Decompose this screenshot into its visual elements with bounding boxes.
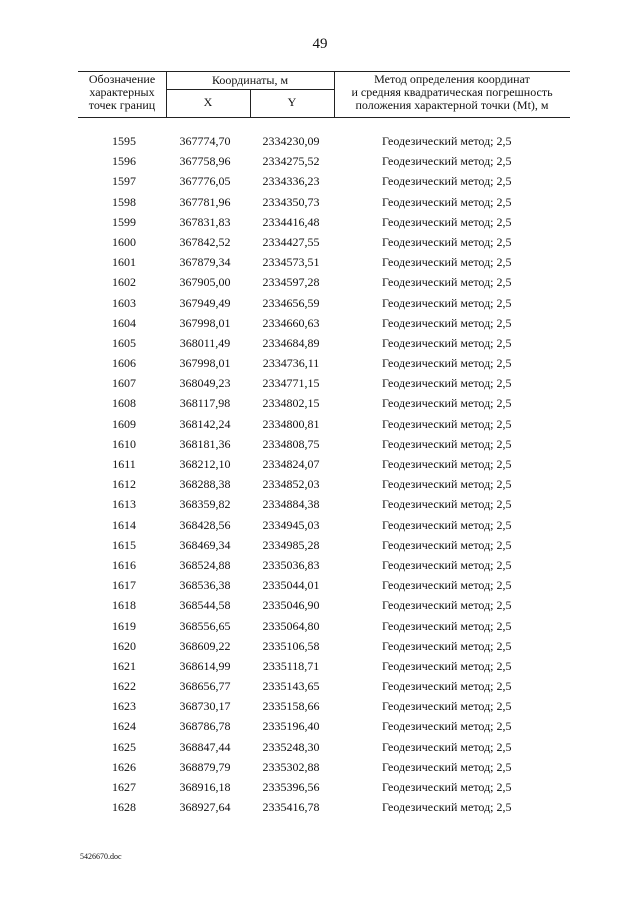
table-row (0, 232, 640, 252)
method-cell: Геодезический метод; 2,5 (382, 497, 512, 512)
x-coordinate-cell: 368359,82 (179, 497, 231, 512)
method-cell: Геодезический метод; 2,5 (382, 335, 512, 350)
table-row (0, 131, 640, 151)
header-y-label: Y (287, 95, 297, 109)
method-cell: Геодезический метод; 2,5 (382, 537, 512, 552)
method-cell: Геодезический метод; 2,5 (382, 396, 512, 411)
method-cell: Геодезический метод; 2,5 (382, 255, 512, 270)
y-coordinate-cell: 2334573,51 (262, 255, 320, 270)
x-coordinate-cell: 367879,34 (179, 255, 231, 270)
y-coordinate-cell: 2334336,23 (262, 174, 320, 189)
y-coordinate-cell: 2334808,75 (262, 436, 320, 451)
point-id-cell: 1620 (112, 638, 136, 653)
y-coordinate-cell: 2335196,40 (262, 719, 320, 734)
x-coordinate-cell: 367758,96 (179, 154, 231, 169)
point-id-cell: 1596 (112, 154, 136, 169)
y-coordinate-cell: 2335248,30 (262, 739, 320, 754)
y-coordinate-cell: 2335044,01 (262, 578, 320, 593)
x-coordinate-cell: 368181,36 (179, 436, 231, 451)
y-coordinate-cell: 2335036,83 (262, 557, 320, 572)
method-cell: Геодезический метод; 2,5 (382, 295, 512, 310)
point-id-cell: 1622 (112, 679, 136, 694)
method-cell: Геодезический метод; 2,5 (382, 679, 512, 694)
table-row (0, 393, 640, 413)
method-cell: Геодезический метод; 2,5 (382, 800, 512, 815)
method-cell: Геодезический метод; 2,5 (382, 436, 512, 451)
y-coordinate-cell: 2335064,80 (262, 618, 320, 633)
x-coordinate-cell: 368609,22 (179, 638, 231, 653)
x-coordinate-cell: 368656,77 (179, 679, 231, 694)
y-coordinate-cell: 2334230,09 (262, 134, 320, 148)
y-coordinate-cell: 2334275,52 (262, 154, 320, 169)
table-row (0, 494, 640, 514)
y-coordinate-cell: 2335302,88 (262, 759, 320, 774)
y-coordinate-cell: 2334945,03 (262, 517, 320, 532)
y-coordinate-cell: 2335158,66 (262, 699, 320, 714)
y-coordinate-cell: 2334884,38 (262, 497, 320, 512)
method-cell: Геодезический метод; 2,5 (382, 719, 512, 734)
method-cell: Геодезический метод; 2,5 (382, 275, 512, 290)
table-row (0, 515, 640, 535)
y-coordinate-cell: 2334427,55 (262, 234, 320, 249)
y-coordinate-cell: 2335118,71 (262, 658, 320, 673)
point-id-cell: 1616 (112, 557, 136, 572)
header-coordinates-label: Координаты, м (211, 73, 289, 87)
method-cell: Геодезический метод; 2,5 (382, 416, 512, 431)
x-coordinate-cell: 367781,96 (179, 194, 231, 209)
x-coordinate-cell: 368469,34 (179, 537, 231, 552)
y-coordinate-cell: 2334660,63 (262, 315, 320, 330)
y-coordinate-cell: 2334824,07 (262, 457, 320, 471)
table-row (0, 676, 640, 696)
x-coordinate-cell: 367998,01 (179, 356, 231, 371)
point-id-cell: 1611 (112, 457, 136, 471)
method-cell: Геодезический метод; 2,5 (382, 376, 512, 391)
method-cell: Геодезический метод; 2,5 (382, 174, 512, 189)
point-id-cell: 1626 (112, 759, 136, 774)
point-id-cell: 1621 (112, 658, 136, 673)
point-id-cell: 1604 (112, 315, 136, 330)
point-id-cell: 1612 (112, 477, 136, 492)
table-row (0, 535, 640, 555)
point-id-cell: 1613 (112, 497, 136, 512)
point-id-cell: 1617 (112, 578, 136, 593)
point-id-cell: 1627 (112, 780, 136, 794)
table-row (0, 636, 640, 656)
method-cell: Геодезический метод; 2,5 (382, 214, 512, 229)
x-coordinate-cell: 368049,23 (179, 376, 231, 391)
table-row (0, 454, 640, 474)
y-coordinate-cell: 2335396,56 (262, 780, 320, 794)
method-cell: Геодезический метод; 2,5 (382, 477, 512, 492)
y-coordinate-cell: 2335106,58 (262, 638, 320, 653)
method-cell: Геодезический метод; 2,5 (382, 780, 512, 794)
table-row (0, 373, 640, 393)
x-coordinate-cell: 368544,58 (179, 598, 231, 613)
table-row (0, 192, 640, 212)
x-coordinate-cell: 368916,18 (179, 780, 231, 794)
x-coordinate-cell: 368927,64 (179, 800, 231, 815)
method-cell: Геодезический метод; 2,5 (382, 618, 512, 633)
point-id-cell: 1615 (112, 537, 136, 552)
x-coordinate-cell: 367905,00 (179, 275, 231, 290)
x-coordinate-cell: 368536,38 (179, 578, 231, 593)
x-coordinate-cell: 368847,44 (179, 739, 231, 754)
y-coordinate-cell: 2334597,28 (262, 275, 320, 290)
point-id-cell: 1628 (112, 800, 136, 815)
method-cell: Геодезический метод; 2,5 (382, 658, 512, 673)
header-bottom-rule (78, 117, 570, 118)
point-id-cell: 1625 (112, 739, 136, 754)
page-number: 49 (312, 36, 328, 52)
table-row (0, 716, 640, 736)
y-coordinate-cell: 2334800,81 (262, 416, 320, 431)
header-method-label: Метод определения координат и средняя квадратическая погрешность положения характерной точки (Mt), м (351, 72, 553, 112)
x-coordinate-cell: 368142,24 (179, 416, 231, 431)
y-coordinate-cell: 2334656,59 (262, 295, 320, 310)
y-coordinate-cell: 2335046,90 (262, 598, 320, 613)
table-row (0, 353, 640, 373)
y-coordinate-cell: 2334985,28 (262, 537, 320, 552)
y-coordinate-cell: 2334684,89 (262, 335, 320, 350)
x-coordinate-cell: 368288,38 (179, 477, 231, 492)
point-id-cell: 1610 (112, 436, 136, 451)
point-id-cell: 1618 (112, 598, 136, 613)
point-id-cell: 1600 (112, 234, 136, 249)
point-id-cell: 1601 (112, 255, 136, 270)
point-id-cell: 1608 (112, 396, 136, 411)
table-row (0, 293, 640, 313)
x-coordinate-cell: 367842,52 (179, 234, 231, 249)
y-coordinate-cell: 2334350,73 (262, 194, 320, 209)
table-row (0, 656, 640, 676)
point-id-cell: 1602 (112, 275, 136, 290)
point-id-cell: 1606 (112, 356, 136, 371)
point-id-cell: 1598 (112, 194, 136, 209)
x-coordinate-cell: 368428,56 (179, 517, 231, 532)
table-row (0, 595, 640, 615)
table-row (0, 616, 640, 636)
table-body (0, 131, 640, 817)
point-id-cell: 1623 (112, 699, 136, 714)
method-cell: Геодезический метод; 2,5 (382, 638, 512, 653)
method-cell: Геодезический метод; 2,5 (382, 356, 512, 371)
x-coordinate-cell: 368117,98 (179, 396, 231, 411)
point-id-cell: 1614 (112, 517, 136, 532)
x-coordinate-cell: 368786,78 (179, 719, 231, 734)
method-cell: Геодезический метод; 2,5 (382, 154, 512, 169)
table-row (0, 272, 640, 292)
table-row (0, 696, 640, 716)
table-row (0, 757, 640, 777)
method-cell: Геодезический метод; 2,5 (382, 457, 512, 471)
header-x-label: X (203, 95, 213, 109)
x-coordinate-cell: 367774,70 (179, 134, 231, 148)
method-cell: Геодезический метод; 2,5 (382, 699, 512, 714)
table-row (0, 474, 640, 494)
table-row (0, 737, 640, 757)
method-cell: Геодезический метод; 2,5 (382, 315, 512, 330)
point-id-cell: 1609 (112, 416, 136, 431)
point-id-cell: 1607 (112, 376, 136, 391)
table-row (0, 575, 640, 595)
y-coordinate-cell: 2334852,03 (262, 477, 320, 492)
method-cell: Геодезический метод; 2,5 (382, 557, 512, 572)
y-coordinate-cell: 2334416,48 (262, 214, 320, 229)
table-row (0, 212, 640, 232)
x-coordinate-cell: 367949,49 (179, 295, 231, 310)
point-id-cell: 1597 (112, 174, 136, 189)
x-coordinate-cell: 368614,99 (179, 658, 231, 673)
method-cell: Геодезический метод; 2,5 (382, 598, 512, 613)
y-coordinate-cell: 2335143,65 (262, 679, 320, 694)
x-coordinate-cell: 368011,49 (179, 335, 231, 350)
table-row (0, 434, 640, 454)
x-coordinate-cell: 367776,05 (179, 174, 231, 189)
point-id-cell: 1603 (112, 295, 136, 310)
y-coordinate-cell: 2335416,78 (262, 800, 320, 815)
point-id-cell: 1619 (112, 618, 136, 633)
x-coordinate-cell: 367831,83 (179, 214, 231, 229)
table-row (0, 333, 640, 353)
table-row (0, 777, 640, 797)
method-cell: Геодезический метод; 2,5 (382, 578, 512, 593)
method-cell: Геодезический метод; 2,5 (382, 194, 512, 209)
x-coordinate-cell: 368730,17 (179, 699, 231, 714)
header-point-label: Обозначение характерных точек границ (88, 72, 156, 112)
point-id-cell: 1595 (112, 134, 136, 148)
table-row (0, 797, 640, 817)
method-cell: Геодезический метод; 2,5 (382, 517, 512, 532)
y-coordinate-cell: 2334802,15 (262, 396, 320, 411)
file-name-footer: 5426670.doc (80, 852, 122, 861)
method-cell: Геодезический метод; 2,5 (382, 234, 512, 249)
table-row (0, 151, 640, 171)
point-id-cell: 1605 (112, 335, 136, 350)
method-cell: Геодезический метод; 2,5 (382, 134, 512, 148)
method-cell: Геодезический метод; 2,5 (382, 759, 512, 774)
x-coordinate-cell: 368524,88 (179, 557, 231, 572)
point-id-cell: 1624 (112, 719, 136, 734)
y-coordinate-cell: 2334771,15 (262, 376, 320, 391)
table-row (0, 171, 640, 191)
x-coordinate-cell: 368879,79 (179, 759, 231, 774)
x-coordinate-cell: 367998,01 (179, 315, 231, 330)
table-row (0, 313, 640, 333)
x-coordinate-cell: 368212,10 (179, 457, 231, 471)
table-row (0, 555, 640, 575)
table-row (0, 414, 640, 434)
x-coordinate-cell: 368556,65 (179, 618, 231, 633)
point-id-cell: 1599 (112, 214, 136, 229)
table-row (0, 252, 640, 272)
y-coordinate-cell: 2334736,11 (262, 356, 320, 371)
method-cell: Геодезический метод; 2,5 (382, 739, 512, 754)
